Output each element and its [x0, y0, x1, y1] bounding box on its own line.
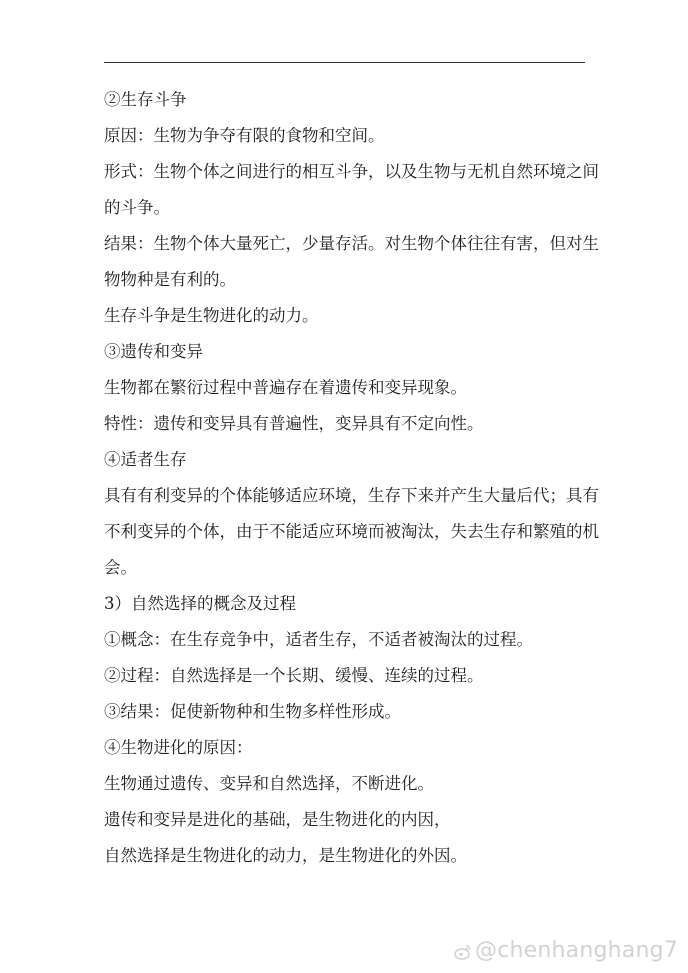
- paragraph-form-line-1: 形式：生物个体之间进行的相互斗争，以及生物与无机自然环境之间: [104, 162, 599, 181]
- paragraph-fittest-line-3: 会。: [104, 558, 137, 577]
- watermark: [454, 938, 678, 963]
- heading-heredity-variation: ③遗传和变异: [104, 342, 203, 361]
- paragraph-heredity-common: 生物都在繁衍过程中普遍存在着遗传和变异现象。: [104, 378, 467, 397]
- weibo-logo-icon: [454, 942, 472, 960]
- paragraph-result-line-2: 物物种是有利的。: [104, 270, 236, 289]
- paragraph-process: ②过程：自然选择是一个长期、缓慢、连续的过程。: [104, 666, 484, 685]
- header-rule: [104, 62, 585, 63]
- paragraph-cause: 原因：生物为争夺有限的食物和空间。: [104, 126, 385, 145]
- paragraph-fittest-line-1: 具有有利变异的个体能够适应环境，生存下来并产生大量后代；具有: [104, 486, 599, 505]
- heading-survival-fittest: ④适者生存: [104, 450, 187, 469]
- watermark-text: @chenhanghang7: [475, 938, 678, 963]
- paragraph-result: ③结果：促使新物种和生物多样性形成。: [104, 702, 401, 721]
- paragraph-struggle-driver: 生存斗争是生物进化的动力。: [104, 306, 319, 325]
- paragraph-evolution-continuous: 生物通过遗传、变异和自然选择，不断进化。: [104, 774, 434, 793]
- paragraph-internal-cause: 遗传和变异是进化的基础，是生物进化的内因，: [104, 810, 451, 829]
- paragraph-heredity-traits: 特性：遗传和变异具有普遍性，变异具有不定向性。: [104, 414, 484, 433]
- heading-natural-selection: 3）自然选择的概念及过程: [104, 594, 296, 613]
- paragraph-concept: ①概念：在生存竞争中，适者生存，不适者被淘汰的过程。: [104, 630, 533, 649]
- heading-evolution-causes: ④生物进化的原因：: [104, 738, 253, 757]
- paragraph-form-line-2: 的斗争。: [104, 198, 170, 217]
- heading-survival-struggle: ②生存斗争: [104, 90, 187, 109]
- paragraph-external-cause: 自然选择是生物进化的动力，是生物进化的外因。: [104, 846, 467, 865]
- document-body: [104, 88, 652, 867]
- paragraph-result-line-1: 结果：生物个体大量死亡，少量存活。对生物个体往往有害，但对生: [104, 234, 599, 253]
- paragraph-fittest-line-2: 不利变异的个体，由于不能适应环境而被淘汰，失去生存和繁殖的机: [104, 522, 599, 541]
